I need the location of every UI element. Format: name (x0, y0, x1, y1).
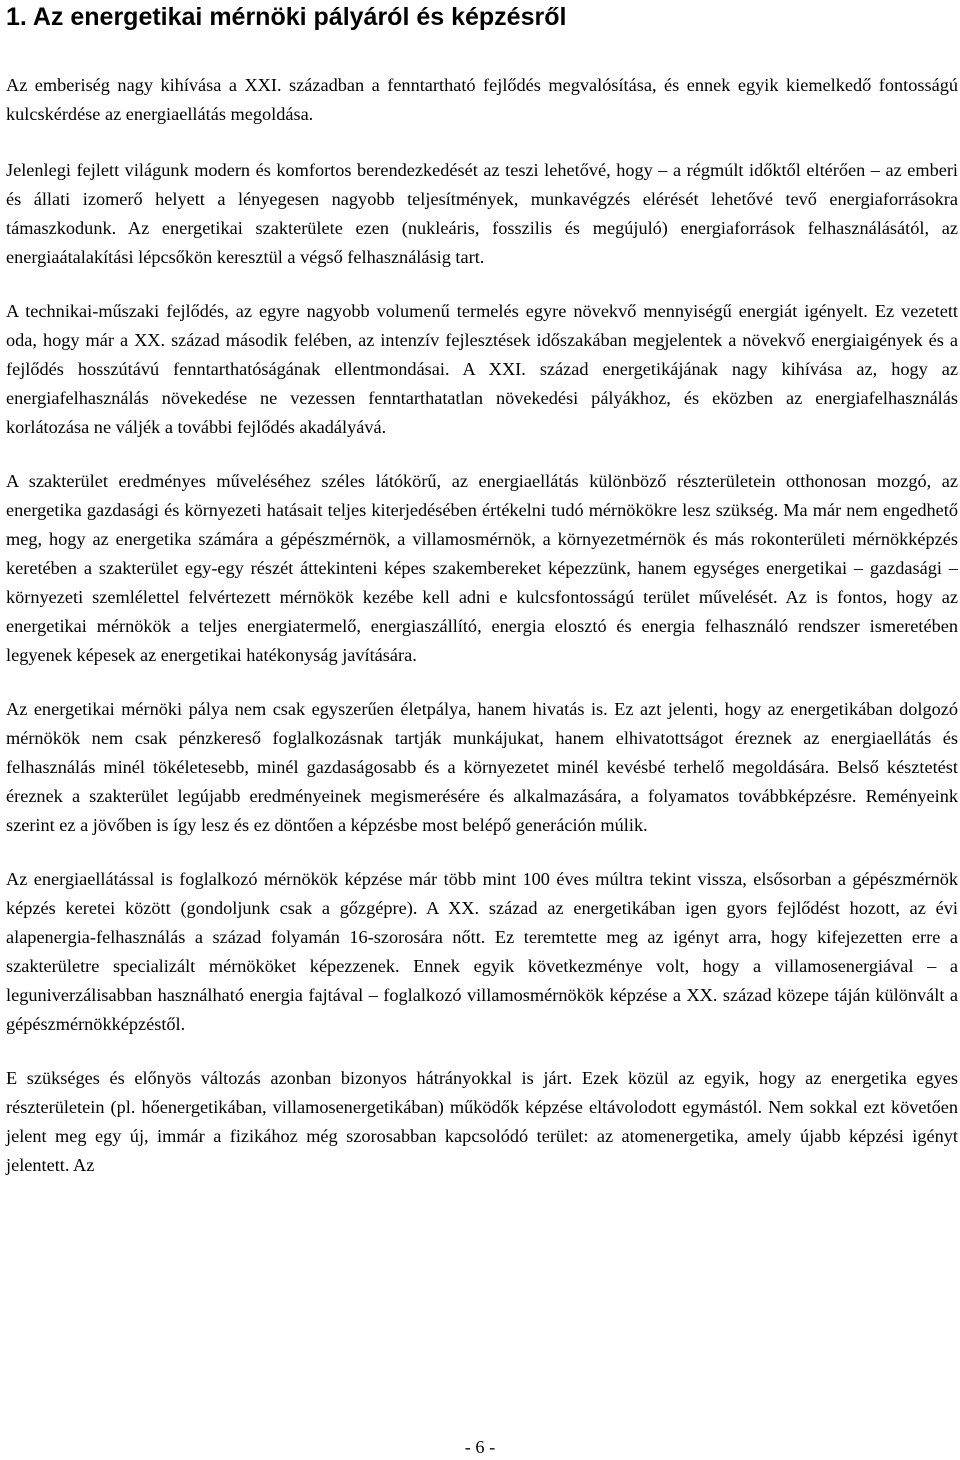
paragraph-change: E szükséges és előnyös változás azonban bizonyos hátrányokkal is járt. Ezek közül az egyik, hogy az energetika egyes részterületein (pl. hőenergetikában, villamosenergetikában) működők képzése eltávolodott egymástól. Nem sokkal ezt követően jelent meg egy új, immár a fizikához még szorosabban kapcsolódó terület: az atomenergetika, amely újabb képzési igényt jelentett. Az (6, 1068, 958, 1175)
paragraph-history: Az energiaellátással is foglalkozó mérnökök képzése már több mint 100 éves múltra tekint vissza, elsősorban a gépészmérnök képzés keretei között (gondoljunk csak a gőzgépre). A XX. század az energetikában igen gyors fejlődést hozott, az évi alapenergia-felhasználás a század folyamán 16-szorosára nőtt. Ez teremtette meg az igényt arra, hogy kifejezetten erre a szakterületre specializált mérnököket képezzenek. Ennek egyik következménye volt, hogy a villamosenergiával – a leguniverzálisabban használható energia fajtával – foglalkozó villamosmérnökök képzése a XX. század közepe táján különvált a gépészmérnökképzéstől. (6, 869, 958, 1034)
page-number: - 6 - (464, 1437, 496, 1457)
paragraph-vocation: Az energetikai mérnöki pálya nem csak egyszerűen életpálya, hanem hivatás is. Ez azt jelenti, hogy az energetikában dolgozó mérnökök nem csak pénzkereső foglalkozásnak tartják munkájukat, hanem elhivatottságot éreznek az energiaellátás és felhasználás minél tökéletesebb, minél gazdaságosabb és a környezetet minél kevésbé terhelő megoldására. Belső késztetést éreznek a szakterület legújabb eredményeinek megismerésére és alkalmazására, a folyamatos továbbképzésre. Reményeink szerint ez a jövőben is így lesz és ez döntően a képzésbe most belépő generáción múlik. (6, 699, 958, 835)
paragraph-intro: Az emberiség nagy kihívása a XXI. században a fenntartható fejlődés megvalósítása, és ennek egyik kiemelkedő fontosságú kulcskérdése az energiaellátás megoldása. (6, 75, 958, 124)
chapter-heading: 1. Az energetikai mérnöki pályáról és képzésről (6, 3, 567, 31)
body-text (6, 71, 958, 1205)
paragraph-field-engineers: A szakterület eredményes műveléséhez széles látókörű, az energiaellátás különböző részterületein otthonosan mozgó, az energetika gazdasági és környezeti hatásait teljes kiterjedésében értékelni tudó mérnökökre lesz szükség. Ma már nem engedhető meg, hogy az energetika számára a gépészmérnök, a villamosmérnök, a környezetmérnök és más rokonterületi mérnökképzés keretében a szakterület egy-egy részét áttekinteni képes szakembereket képezzünk, hanem egységes energetikai – gazdasági – környezeti szemlélettel felvértezett mérnökök kezébe kell adni e kulcsfontosságú terület művelését. Az is fontos, hogy az energetikai mérnökök a teljes energiatermelő, energiaszállító, energia elosztó és energia felhasználó rendszer ismeretében legyenek képesek az energetikai hatékonyság javítására. (6, 471, 958, 665)
paragraph-modern-world: Jelenlegi fejlett világunk modern és komfortos berendezkedését az teszi lehetővé, hogy – a régmúlt időktől eltérően – az emberi és állati izomerő helyett a lényegesen nagyobb teljesítmények, munkavégzés elérését lehetővé tevő energiaforrásokra támaszkodunk. Az energetikai szakterülete ezen (nukleáris, fosszilis és megújuló) energiaforrások felhasználásától, az energiaátalakítási lépcsőkön keresztül a végső felhasználásig tart. (6, 160, 958, 267)
paragraph-technical-development: A technikai-műszaki fejlődés, az egyre nagyobb volumenű termelés egyre növekvő mennyiségű energiát igényelt. Ez vezetett oda, hogy már a XX. század második felében, az intenzív fejlesztések időszakában megjelentek a növekvő energiaigények és a fejlődés hosszútávú fenntarthatóságának ellentmondásai. A XXI. század energetikájának nagy kihívása az, hogy az energiafelhasználás növekedése ne vezessen fenntarthatatlan növekedési pályákhoz, és eközben az energiafelhasználás korlátozása ne váljék a további fejlődés akadályává. (6, 301, 958, 437)
